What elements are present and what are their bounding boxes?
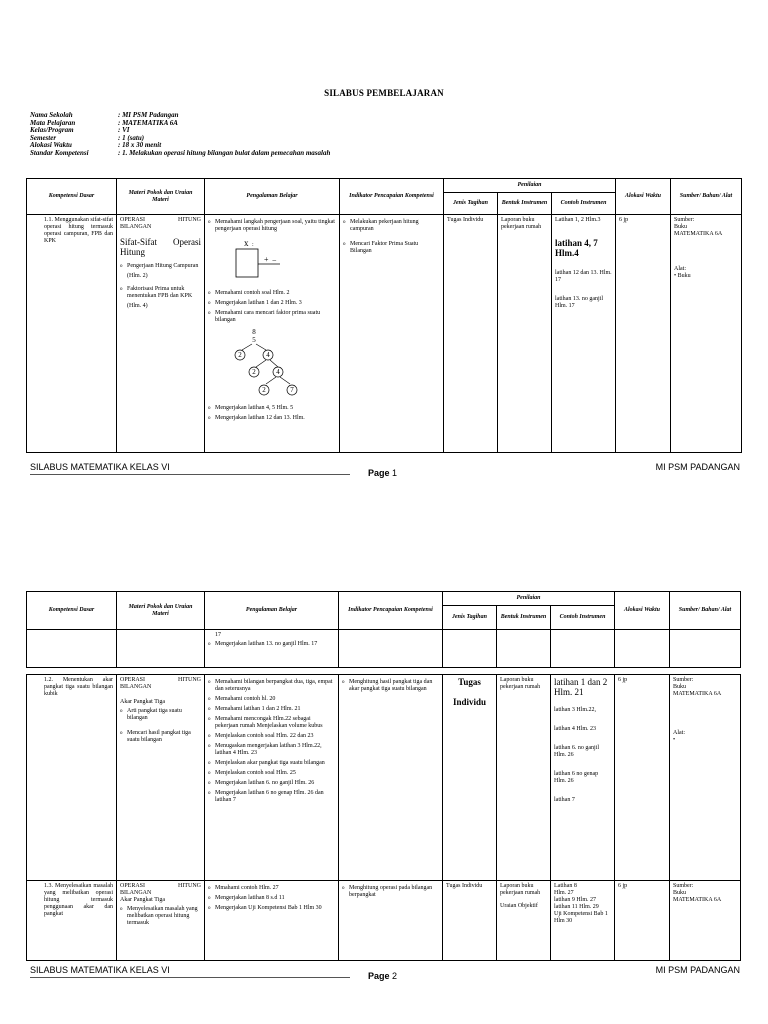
document-meta [30, 112, 330, 158]
contoh-item: latihan 13. no ganjil Hlm. 17 [555, 296, 603, 309]
materi-item: o Arti pangkat tiga suatu bilangan [120, 708, 201, 722]
contoh-cell [552, 215, 616, 453]
materi-cell [117, 215, 205, 453]
sumber-line: Sumber: [674, 217, 695, 223]
materi-title: OPERASI HITUNG BILANGAN [120, 217, 201, 230]
tree-node: 4 [276, 368, 280, 376]
meta-value: : 1 (satu) [118, 133, 145, 142]
indikator-cell [339, 881, 443, 961]
minus-symbol: − [272, 256, 277, 265]
contoh-cell [551, 881, 615, 961]
meta-key: Nama Sekolah [30, 111, 73, 119]
pengalaman-cell [205, 215, 340, 453]
jenis-cell [443, 675, 497, 881]
sumber-line: • Buku [674, 273, 691, 279]
header-alokasi: Alokasi Waktu [616, 179, 671, 215]
contoh-cell [551, 675, 615, 881]
contoh-item: latihan 9 Hlm. 27 [554, 897, 596, 903]
bentuk-text: Uraian Objektif [500, 903, 538, 909]
indikator-item: o Menghitung hasil pangkat tiga dan akar pangkat tiga suatu bilangan [342, 679, 439, 693]
contoh-item: Latihan 1, 2 Hlm.3 [555, 217, 601, 223]
header-kd: Kompetensi Dasar [27, 592, 117, 630]
meta-value: : VI [118, 126, 130, 135]
header-contoh: Contoh Instrumen [551, 606, 615, 630]
contoh-item: latihan 1 dan 2 Hlm. 21 [554, 677, 608, 697]
pengalaman-item: o Mengerjakan latihan 6. no ganjil Hlm. 26 [208, 780, 335, 787]
materi-item-ref: (Hlm. 2) [127, 273, 148, 279]
pengalaman-item: o Memahami contoh soal Hlm. 2 [208, 290, 336, 297]
times-symbol: x [244, 238, 249, 248]
materi-item: o Mencari hasil pangkat tiga suatu bilangan [120, 730, 201, 744]
sumber-line: Sumber: [673, 677, 694, 683]
sumber-line: Buku [673, 890, 687, 896]
pengalaman-item: o Mengerjakan latihan 13. no ganjil Hlm. 17 [208, 641, 335, 648]
indikator-item: o Mencari Faktor Prima Suatu Bilangan [343, 241, 440, 255]
contoh-item: Uji Kompetensi Bab 1 Hlm 30 [554, 911, 608, 924]
kd-text: 1.3. Menyelesaikan masalah yang melibatkan operasi hitung termasuk penggunaan akar dan pangkat [44, 883, 113, 917]
header-penilaian: Penilaian [444, 179, 616, 193]
materi-title: OPERASI HITUNG BILANGAN [120, 677, 201, 690]
pengalaman-item: o Menjelaskan contoh soal Hlm. 25 [208, 770, 335, 777]
sumber-line: Buku [674, 224, 688, 230]
jenis-cell: Tugas Individu [444, 215, 498, 453]
footer-left: SILABUS MATEMATIKA KELAS VI [30, 965, 170, 975]
materi-item-ref: (Hlm. 4) [127, 303, 148, 309]
bentuk-cell: Laporan buku pekerjaan rumah [498, 215, 552, 453]
meta-value: : 18 x 30 menit [118, 141, 162, 150]
sumber-line: MATEMATIKA 6A [674, 231, 723, 237]
indikator-item: o Menghitung operasi pada bilangan berpangkat [342, 885, 439, 899]
materi-cell [117, 675, 205, 881]
meta-row [30, 112, 330, 120]
pengalaman-item: o Memahami cara mencari faktor prima suatu bilangan [208, 310, 336, 324]
tree-node: 5 [252, 336, 256, 344]
header-indikator: Indikator Pencapaian Kompetensi [339, 592, 443, 630]
contoh-item: latihan 11 Hlm. 29 [554, 904, 599, 910]
kd-text: 1.2. Menentukan akar pangkat tiga suatu bilangan kubik [44, 677, 113, 697]
kd-cell [27, 215, 117, 453]
pengalaman-cell [205, 675, 339, 881]
materi-subtitle: Sifat-Sifat Operasi Hitung [120, 237, 201, 257]
header-pengalaman: Pengalaman Belajar [205, 592, 339, 630]
meta-row [30, 135, 330, 143]
sumber-line: Sumber: [673, 883, 694, 889]
bentuk-cell: Laporan buku pekerjaan rumah [497, 675, 551, 881]
indikator-cell [339, 675, 443, 881]
meta-value: : MATEMATIKA 6A [118, 118, 178, 127]
materi-item: o Menyelesaikan masalah yang melibatkan operasi hitung termasuk [120, 906, 201, 927]
contoh-item: latihan 6. no ganjil Hlm. 26 [554, 745, 599, 758]
pengalaman-cell [205, 881, 339, 961]
alokasi-cell: 6 jp [616, 215, 671, 453]
header-jenis: Jenis Tagihan [444, 193, 498, 215]
header-sumber: Sumber/ Bahan/ Alat [671, 179, 742, 215]
pengalaman-item: o Memahami langkah pengerjaan soal, yaitu tingkat pengerjaan operasi hitung [208, 219, 336, 233]
footer-right: MI PSM PADANGAN [655, 462, 740, 472]
syllabus-table-page-1 [26, 178, 742, 453]
pengalaman-item: o Mengerjakan latihan 12 dan 13. Hlm. [208, 415, 336, 422]
kd-cell [27, 881, 117, 961]
meta-row [30, 120, 330, 128]
tree-node: 7 [290, 386, 294, 394]
footer-page-1 [30, 462, 740, 482]
sumber-line: Alat: [674, 266, 686, 272]
contoh-item: latihan 4, 7 Hlm.4 [555, 238, 598, 258]
tree-node: 2 [262, 386, 266, 394]
meta-key: Kelas/Program [30, 126, 74, 135]
indikator-item: o Melakukan pekerjaan hitung campuran [343, 219, 440, 233]
header-materi: Materi Pokok dan Uraian Materi [117, 592, 205, 630]
meta-value: : MI PSM Padangan [118, 111, 179, 119]
footer-right: MI PSM PADANGAN [655, 965, 740, 975]
svg-text::: : [252, 242, 254, 248]
header-penilaian: Penilaian [443, 592, 615, 606]
sumber-cell [670, 675, 741, 881]
document-title: SILABUS PEMBELAJARAN [324, 88, 444, 98]
contoh-item: latihan 3 Hlm.22, [554, 707, 596, 713]
pengalaman-item: o Mengerjakan Uji Kompetensi Bab 1 Hlm 30 [208, 905, 335, 912]
bentuk-text: Laporan buku pekerjaan rumah [500, 883, 541, 896]
pengalaman-item: o Menjelaskan contoh soal Hlm. 22 dan 23 [208, 733, 335, 740]
meta-key: Mata Pelajaran [30, 118, 76, 127]
pengalaman-item: o Memahami contoh hl. 20 [208, 696, 335, 703]
tree-node: 2 [238, 351, 242, 359]
sumber-cell [670, 881, 741, 961]
header-contoh: Contoh Instrumen [552, 193, 616, 215]
pengalaman-item: o Mmahami contoh Hlm. 27 [208, 885, 335, 892]
meta-key: Alokasi Waktu [30, 141, 72, 150]
tree-node: 8 [252, 328, 256, 336]
kd-text: 1.1. Menggunakan sifat-sifat operasi hitung termasuk operasi campuran, FPB dan KPK [44, 217, 113, 244]
footer-left: SILABUS MATEMATIKA KELAS VI [30, 462, 170, 472]
meta-row [30, 150, 330, 158]
sumber-line: MATEMATIKA 6A [673, 691, 722, 697]
materi-cell [117, 881, 205, 961]
page-number: Page 2 [368, 971, 398, 981]
materi-subtitle: Akar Pangkat Tiga [120, 897, 165, 903]
operation-diagram [208, 236, 336, 288]
diagram-box [236, 249, 258, 277]
header-materi: Materi Pokok dan Uraian Materi [117, 179, 205, 215]
meta-row [30, 127, 330, 135]
meta-value: : 1. Melakukan operasi hitung bilangan bulat dalam pemecahan masalah [118, 148, 331, 157]
alokasi-cell: 6 jp [615, 675, 670, 881]
sumber-line: Buku [673, 684, 687, 690]
pengalaman-item: o Mengerjakan latihan 6 no genap Hlm. 26 dan latihan 7 [208, 790, 335, 804]
contoh-item: Hlm. 27 [554, 890, 574, 896]
syllabus-table-page-2 [26, 591, 741, 961]
sumber-cell [671, 215, 742, 453]
contoh-item: latihan 7 [554, 797, 575, 803]
pengalaman-item: o Menugaskan mengerjakan latihan 3 Hlm.22, latihan 4 Hlm. 23 [208, 743, 335, 757]
header-jenis: Jenis Tagihan [443, 606, 497, 630]
footer-page-2 [30, 965, 740, 985]
jenis-text: Individu [452, 697, 487, 707]
jenis-text: Tugas [458, 677, 481, 687]
factor-tree-diagram [208, 327, 336, 401]
header-kd: Kompetensi Dasar [27, 179, 117, 215]
header-bentuk: Bentuk Instrumen [498, 193, 552, 215]
tree-node: 4 [266, 351, 270, 359]
sumber-line: Alat: [673, 730, 685, 736]
materi-title: OPERASI HITUNG BILANGAN [120, 883, 201, 896]
alokasi-cell: 6 jp [615, 881, 670, 961]
header-sumber: Sumber/ Bahan/ Alat [670, 592, 741, 630]
header-indikator: Indikator Pencapaian Kompetensi [340, 179, 444, 215]
continued-pengalaman-cell [205, 630, 339, 668]
pengalaman-item: o Memahami mencongak Hlm.22 sebagai pekerjaan rumah Menjelaskan volume kubus [208, 716, 335, 730]
pengalaman-item: o Memahami latihan 1 dan 2 Hlm. 21 [208, 706, 335, 713]
kd-cell [27, 675, 117, 881]
materi-subtitle: Akar Pangkat Tiga [120, 699, 165, 705]
header-alokasi: Alokasi Waktu [615, 592, 670, 630]
pengalaman-item: o Memahami bilangan berpangkat dua, tiga, empat dan seterusnya [208, 679, 335, 693]
pengalaman-item: o Mengerjakan latihan 4, 5 Hlm. 5 [208, 405, 336, 412]
jenis-cell: Tugas Individu [443, 881, 497, 961]
contoh-item: latihan 4 Hlm. 23 [554, 726, 596, 732]
materi-item: o Faktorisasi Prima untuk menentukan FPB dan KPK [120, 286, 201, 300]
contoh-item: latihan 12 dan 13. Hlm. 17 [555, 270, 612, 283]
contoh-item: Latihan 8 [554, 883, 577, 889]
plus-symbol: + [264, 255, 269, 264]
pengalaman-item: o Menjelaskan akar pangkat tiga suatu bilangan [208, 760, 335, 767]
indikator-cell [340, 215, 444, 453]
pengalaman-item: o Mengerjakan latihan 8 s.d 11 [208, 895, 335, 902]
sumber-line: MATEMATIKA 6A [673, 897, 722, 903]
header-pengalaman: Pengalaman Belajar [205, 179, 340, 215]
page-number: Page 1 [368, 468, 398, 478]
continued-item: 17 [215, 632, 221, 638]
bentuk-cell [497, 881, 551, 961]
header-bentuk: Bentuk Instrumen [497, 606, 551, 630]
tree-node: 2 [252, 368, 256, 376]
meta-key: Standar Kompetensi [30, 148, 89, 157]
materi-item: o Pengerjaan Hitung Campuran [120, 263, 201, 270]
meta-key: Semester [30, 133, 57, 142]
contoh-item: latihan 6 no genap Hlm. 26 [554, 771, 599, 784]
pengalaman-item: o Mengerjakan latihan 1 dan 2 Hlm. 3 [208, 300, 336, 307]
sumber-line: • [673, 737, 676, 743]
